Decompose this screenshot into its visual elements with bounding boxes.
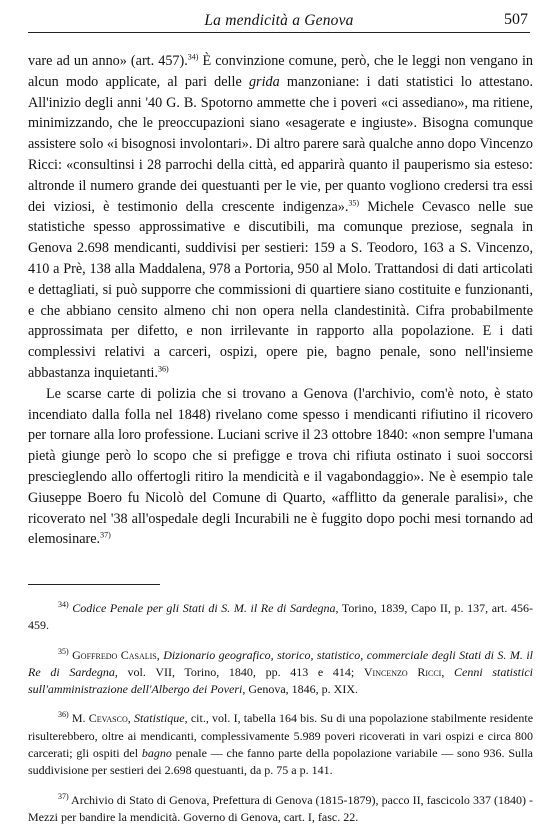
paragraph-1 [28,51,533,384]
footnote-35-mid: , vol. VII, Torino, 1840, pp. 413 e 414; [114,664,364,679]
footnote-35-rest: , Genova, 1846, p. XIX. [242,682,358,697]
footnote-36-title: Statistique [133,711,185,726]
running-title: La mendicità a Genova [204,12,354,29]
footnote-37-text: Archivio di Stato di Genova, Prefettura di Genova (1815-1879), pacco II, fascicolo 337 (1840) - Mezzi per bandire la mendicità. Governo di Genova, cart. I, fasc. 22. [28,792,534,824]
footnote-35-author-2: Vincenzo Ricci [363,664,442,679]
paragraph-2 [28,384,533,550]
footnotes [28,600,533,838]
page-number: 507 [504,11,528,28]
footnote-35: $^{35)}$ Goffredo Casalis, Dizionario geografico, storico, statistico, commerciale degli Stati di S. M. il Re di Sardegna, vol. VII, Torino, 1840, pp. 413 e 414; Vincenzo Ricci, Cenni statistici sull'amministrazione dell'Albergo dei Poveri, Genova, 1846, p. XIX. [28,646,534,697]
footnote-35-title-1: Dizionario geografico, storico, statistico, commerciale degli Stati di S. M. il Re di Sardegna [28,647,533,679]
footnote-35-number: 35) [58,646,69,656]
footnote-37 [28,792,533,827]
paragraph-1-italic-grida: grida [248,73,280,90]
paragraph-1-text-c: manzoniane: i dati statistici lo attestano. All'inizio degli anni '40 G. B. Spotorno ammette che i poveri «ci assediano», ma ritiene, minimizzando, che le preoccupazioni siano «esagerate e ingiuste». Bisogna comunque assistere solo «i bisognosi involontari». Di altro parere sarà qualche anno dopo Vincenzo Ricci: «consultinsi i 28 parrochi della città, ed apparirà quanto il pauperismo sia esteso: altronde il numero grande dei questuanti per le vie, per quanto vogliono credersi tra essi dei viziosi, è testimonio della crescente indigenza». [28,73,533,215]
page-header [28,10,530,33]
paragraph-1-text-b: È convinzione comune, però, che le leggi non vengano in alcun modo applicate, al pari delle [28,53,533,90]
footnote-ref-34: 34) [187,52,199,62]
footnote-36-text-a: , cit., vol. I, tabella 164 bis. Su di una popolazione stabilmente residente risulterebbero, oltre ai mendicanti, complessivamente 5.989 poveri ricoverati in vari ospizi e circa 800 carcerati; gli ospiti del [28,711,534,761]
paragraph-1-text-d: Michele Cevasco nelle sue statistiche spesso approssimative e discutibili, ma comunque preziose, segnala in Genova 2.698 mendicanti, suddivisi per sestieri: 159 a S. Teodoro, 163 a S. Vincenzo, 410 a Prè, 138 alla Maddalena, 978 a Portoria, 950 al Molo. Trattandosi di dati articolati e dettagliati, si può supporre che commissioni di quartiere siano costituite e funzionanti, e che abbiano censito almeno chi non opera nella clandestinità. Cifra probabilmente approssimata per difetto, e non irrilevante in rapporto alla popolazione. E i dati complessivi relativi a carceri, ospizi, opere pie, bagno penale, sono nell'insieme abbastanza inquietanti. [28,198,533,381]
footnote-34-number: 34) [58,600,69,609]
footnote-ref-37: 37) [100,530,111,540]
footnote-36-text-b: penale — che fanno parte della popolazione variabile — sono 936. Sulla suddivisione per sestieri dei 2.698 questuanti, da p. 75 a p. 141. [28,746,533,778]
footnote-36-author: M. Cevasco [71,711,128,726]
footnote-36-italic-bagno: bagno [141,746,172,761]
footnote-36: $^{36)}$ M. Cevasco, Statistique, cit., vol. I, tabella 164 bis. Su di una popolazione stabilmente residente risulterebbero, oltre ai mendicanti, complessivamente 5.989 poveri ricoverati in vari ospizi e circa 800 carcerati; gli ospiti del bagno penale — che fanno parte della popolazione variabile — sono 936. Sulla suddivisione per sestieri dei 2.698 questuanti, da p. 75 a p. 141. [28,710,534,778]
footnote-36-number: 36) [58,710,69,720]
paragraph-1-text-a: vare ad un anno» (art. 457). [28,53,188,69]
footnote-34-title: Codice Penale per gli Stati di S. M. il Re di Sardegna [72,601,336,615]
main-text [28,51,533,550]
footnote-35-title-2: Cenni statistici sull'amministrazione dell'Albergo dei Poveri [28,664,534,697]
footnote-34-rest: , Torino, 1839, Capo II, p. 137, art. 456-459. [28,601,533,633]
footnote-35-author-1: Goffredo Casalis [72,647,157,662]
footnote-ref-36: 36) [158,364,169,374]
footnote-separator [28,584,160,585]
footnote-34 [28,600,533,635]
footnote-37-number: 37) [58,791,69,801]
paragraph-2-text: Le scarse carte di polizia che si trovano a Genova (l'archivio, com'è noto, è stato incendiato dalla folla nel 1848) rivelano come spesso i mendicanti rifiutino il ricovero per tornare alla loro professione. Luciani scrive il 23 ottobre 1840: «non sempre l'umana pietà giunge però lo scopo che si prefigge e trova chi rifiuta ostinato i suoi soccorsi prescieglendo allo offertogli ritiro la mendicità e il vagabondaggio». Ne è esempio tale Giuseppe Boero fu Nicolò del Comune di Quarto, «afflitto da generale paralisi», che ricoverato nel '38 all'ospedale degli Incurabili ne è fuggito dopo pochi mesi tornando ad elemosinare. [28,385,533,548]
footnote-ref-35: 35) [348,197,360,207]
